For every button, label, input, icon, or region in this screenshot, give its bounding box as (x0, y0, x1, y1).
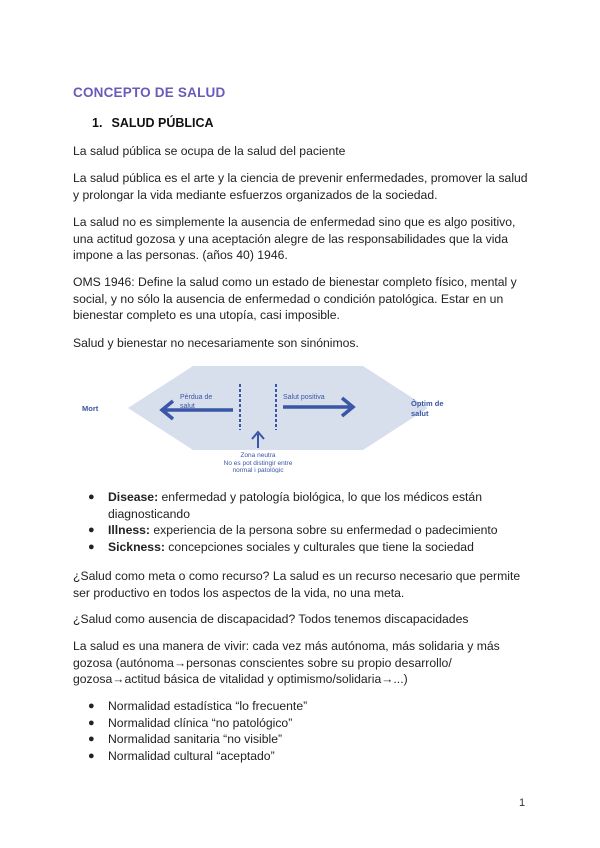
bullet-icon: ● (88, 733, 95, 745)
positive-health-label: Salut positiva (283, 394, 325, 401)
definition-item (88, 522, 528, 539)
paragraph-2: La salud pública es el arte y la ciencia de prevenir enfermedades, promover la salud y prolongar la vida mediante esfuerzos organizados de la sociedad. (73, 171, 528, 202)
neutral-zone-label-line2: No es pot distingir entre (223, 460, 293, 467)
page-number: 1 (519, 797, 526, 809)
health-continuum-diagram (73, 358, 473, 473)
normality-text: Normalidad estadística “lo frecuente” (108, 699, 308, 713)
death-label: Mort (82, 404, 99, 413)
definition-item (88, 489, 528, 522)
definition-term: Disease: (108, 490, 159, 504)
normality-text: Normalidad clínica “no patológico” (108, 715, 293, 730)
bullet-icon: ● (88, 700, 95, 712)
paragraph-1: La salud pública se ocupa de la salud del paciente (73, 144, 346, 158)
definition-term: Illness: (108, 523, 150, 537)
normality-item (88, 715, 528, 732)
neutral-zone-label-line3: normal i patològic (232, 467, 284, 473)
definition-text: enfermedad y patología biológica, lo que los médicos están diagnosticando (108, 490, 482, 521)
optimal-health-label-line1: Òptim de (411, 399, 444, 408)
optimal-health-label-line2: salut (411, 409, 429, 418)
normality-text: Normalidad sanitaria “no visible” (108, 732, 283, 746)
bullet-icon: ● (88, 524, 95, 536)
bullet-icon: ● (88, 716, 95, 729)
bullet-icon: ● (88, 540, 95, 553)
paragraph-3: La salud no es simplemente la ausencia de enfermedad sino que es algo positivo, una actitud gozosa y una aceptación alegre de las responsabilidades que la vida impone a las personas. (años 40) 1946. (73, 215, 516, 262)
paragraph-5: Salud y bienestar no necesariamente son sinónimos. (73, 336, 359, 350)
definitions-list (88, 489, 528, 555)
definition-term: Sickness: (108, 539, 165, 554)
continuum-band (128, 366, 428, 450)
normality-item (88, 698, 528, 715)
neutral-zone-label-line1: Zona neutra (240, 452, 276, 459)
paragraph-6: ¿Salud como meta o como recurso? La salud es un recurso necesario que permite ser productivo en todos los aspectos de la vida, no una meta. (73, 569, 521, 600)
section-heading (92, 116, 214, 130)
section-number: 1. (92, 116, 103, 130)
definition-text: concepciones sociales y culturales que tiene la sociedad (164, 539, 474, 554)
definition-text: experiencia de la persona sobre su enfermedad o padecimiento (150, 523, 498, 537)
loss-of-health-label-line1: Pèrdua de (180, 394, 213, 401)
page-title: CONCEPTO DE SALUD (73, 85, 226, 100)
normalities-list (88, 698, 528, 764)
normality-text: Normalidad cultural “aceptado” (108, 748, 275, 763)
normality-item (88, 748, 528, 765)
bullet-icon: ● (88, 491, 95, 503)
normality-item (88, 731, 528, 748)
paragraph-4: OMS 1946: Define la salud como un estado de bienestar completo físico, mental y social, y no sólo la ausencia de enfermedad o condición patológica. Estar en un bienestar completo es una utopía, casi imposible. (73, 275, 517, 322)
loss-of-health-label-line2: salut (180, 403, 195, 410)
bullet-icon: ● (88, 749, 95, 762)
paragraph-8: La salud es una manera de vivir: cada vez más autónoma, más solidaria y más gozosa (autónoma→personas conscientes sobre su propio desarrollo/ gozosa→actitud básica de vitalidad y optimismo/solidaria→...) (73, 639, 500, 686)
section-title: SALUD PÚBLICA (111, 116, 214, 130)
definition-item (88, 539, 528, 556)
paragraph-7: ¿Salud como ausencia de discapacidad? Todos tenemos discapacidades (73, 612, 469, 626)
